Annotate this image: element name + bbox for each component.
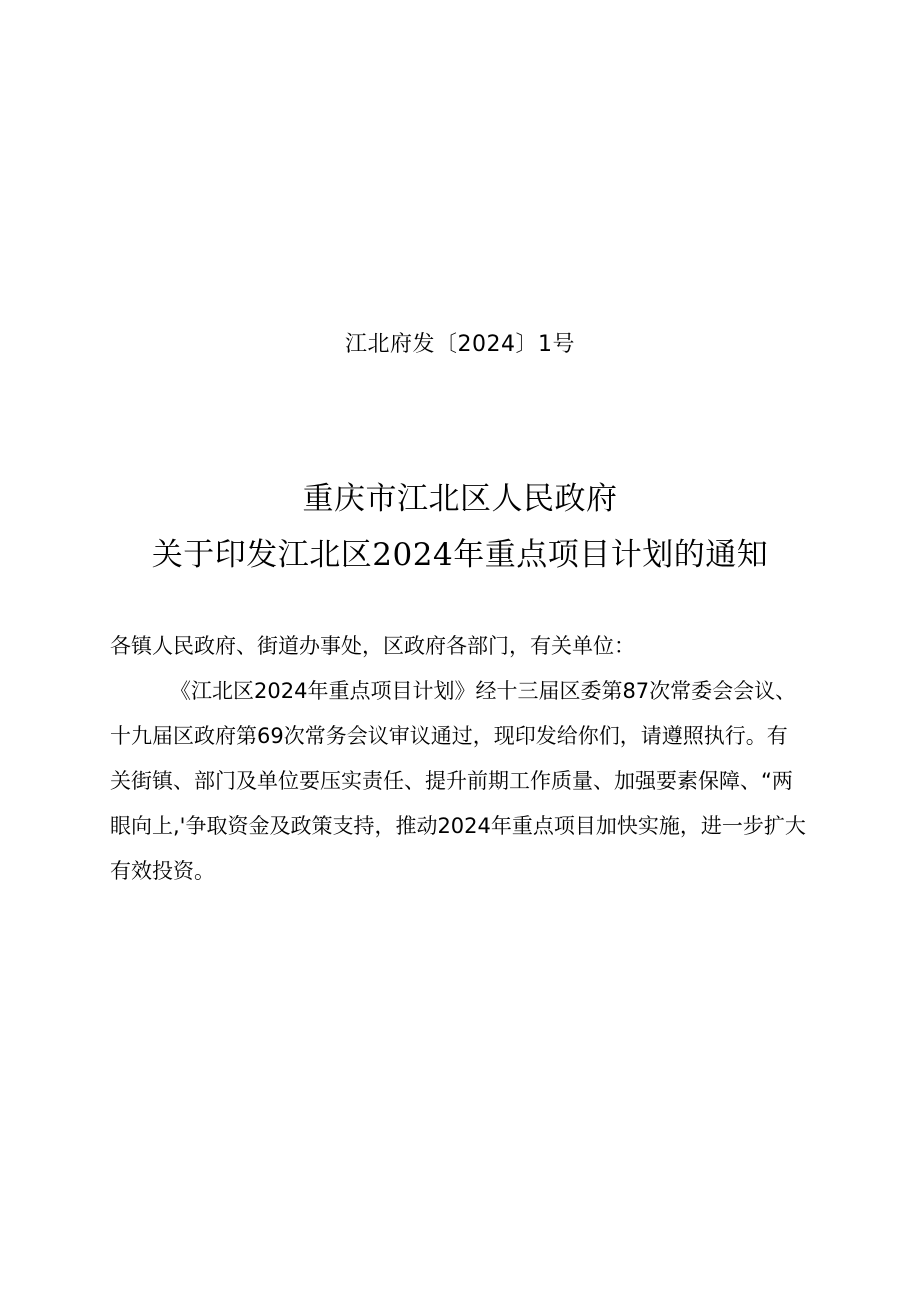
body-line: 关街镇、部门及单位要压实责任、提升前期工作质量、加强要素保障、“两: [110, 769, 793, 793]
document-body: [110, 624, 815, 894]
body-line: 有效投资。: [110, 859, 215, 883]
body-line: 十九届区政府第69次常务会议审议通过，现印发给你们，请遵照执行。有: [110, 724, 788, 748]
body-line: 《江北区2024年重点项目计划》经十三届区委第87次常委会会议、: [170, 679, 797, 703]
salutation: 各镇人民政府、街道办事处，区政府各部门，有关单位：: [110, 634, 635, 658]
document-title: [0, 471, 920, 583]
title-line-issuer: 重庆市江北区人民政府: [302, 481, 618, 517]
document-number: 江北府发〔2024〕1号: [345, 332, 575, 357]
title-line-subject: 关于印发江北区2024年重点项目计划的通知: [151, 537, 769, 573]
body-paragraph: [110, 669, 815, 894]
body-line: 眼向上,'争取资金及政策支持，推动2024年重点项目加快实施，进一步扩大: [110, 814, 806, 838]
